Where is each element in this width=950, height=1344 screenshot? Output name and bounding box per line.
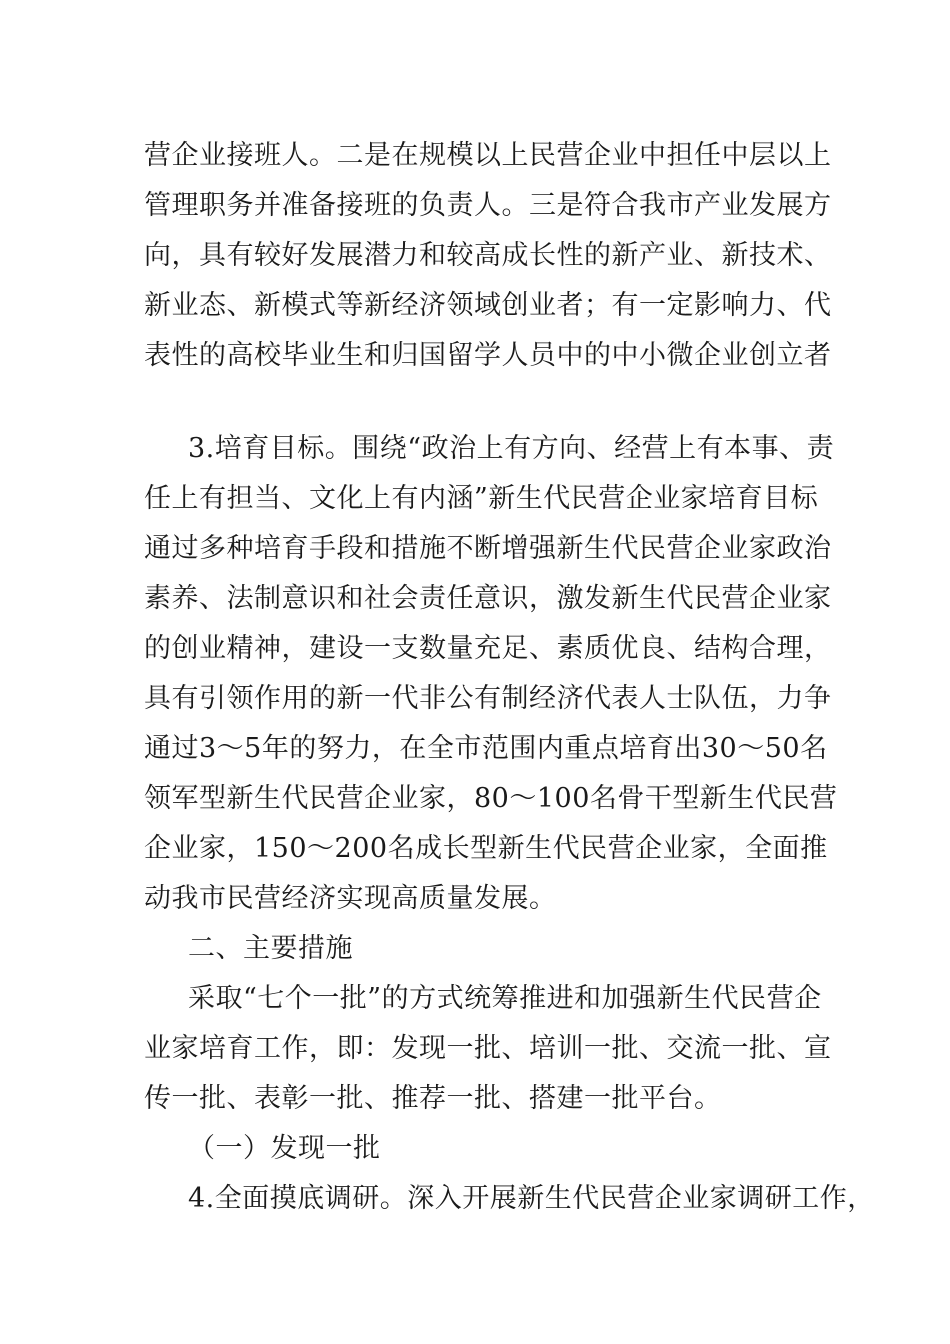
paragraph-heading: 4.全面摸底调研。深入开展新生代民营企业家调研工作， — [188, 1183, 875, 1214]
text-line: 向，具有较好发展潜力和较高成长性的新产业、新技术、 — [144, 240, 832, 271]
text-line: 营企业接班人。二是在规模以上民营企业中担任中层以上 — [144, 140, 832, 171]
subsection-heading: （一）发现一批 — [188, 1133, 381, 1164]
paragraph-heading: 3.培育目标。围绕“政治上有方向、经营上有本事、责 — [188, 433, 835, 464]
text-line: 传一批、表彰一批、推荐一批、搭建一批平台。 — [144, 1083, 722, 1114]
text-line: 素养、法制意识和社会责任意识，激发新生代民营企业家 — [144, 583, 832, 614]
text-line: 任上有担当、文化上有内涵”新生代民营企业家培育目标 — [144, 483, 819, 514]
text-line: 的创业精神，建设一支数量充足、素质优良、结构合理， — [144, 633, 832, 664]
text-line: 动我市民营经济实现高质量发展。 — [144, 883, 557, 914]
text-line: 通过3～5年的努力，在全市范围内重点培育出30～50名 — [144, 733, 828, 764]
text-line: 表性的高校毕业生和归国留学人员中的中小微企业创立者 — [144, 340, 832, 371]
text-line: 新业态、新模式等新经济领域创业者；有一定影响力、代 — [144, 290, 832, 321]
text-line: 具有引领作用的新一代非公有制经济代表人士队伍，力争 — [144, 683, 832, 714]
text-line: 通过多种培育手段和措施不断增强新生代民营企业家政治 — [144, 533, 832, 564]
text-line: 采取“七个一批”的方式统筹推进和加强新生代民营企 — [188, 983, 822, 1014]
text-line: 业家培育工作，即：发现一批、培训一批、交流一批、宣 — [144, 1033, 832, 1064]
section-heading: 二、主要措施 — [188, 933, 353, 964]
text-line: 管理职务并准备接班的负责人。三是符合我市产业发展方 — [144, 190, 832, 221]
text-line: 企业家，150～200名成长型新生代民营企业家，全面推 — [144, 833, 828, 864]
text-line: 领军型新生代民营企业家，80～100名骨干型新生代民营 — [144, 783, 838, 814]
